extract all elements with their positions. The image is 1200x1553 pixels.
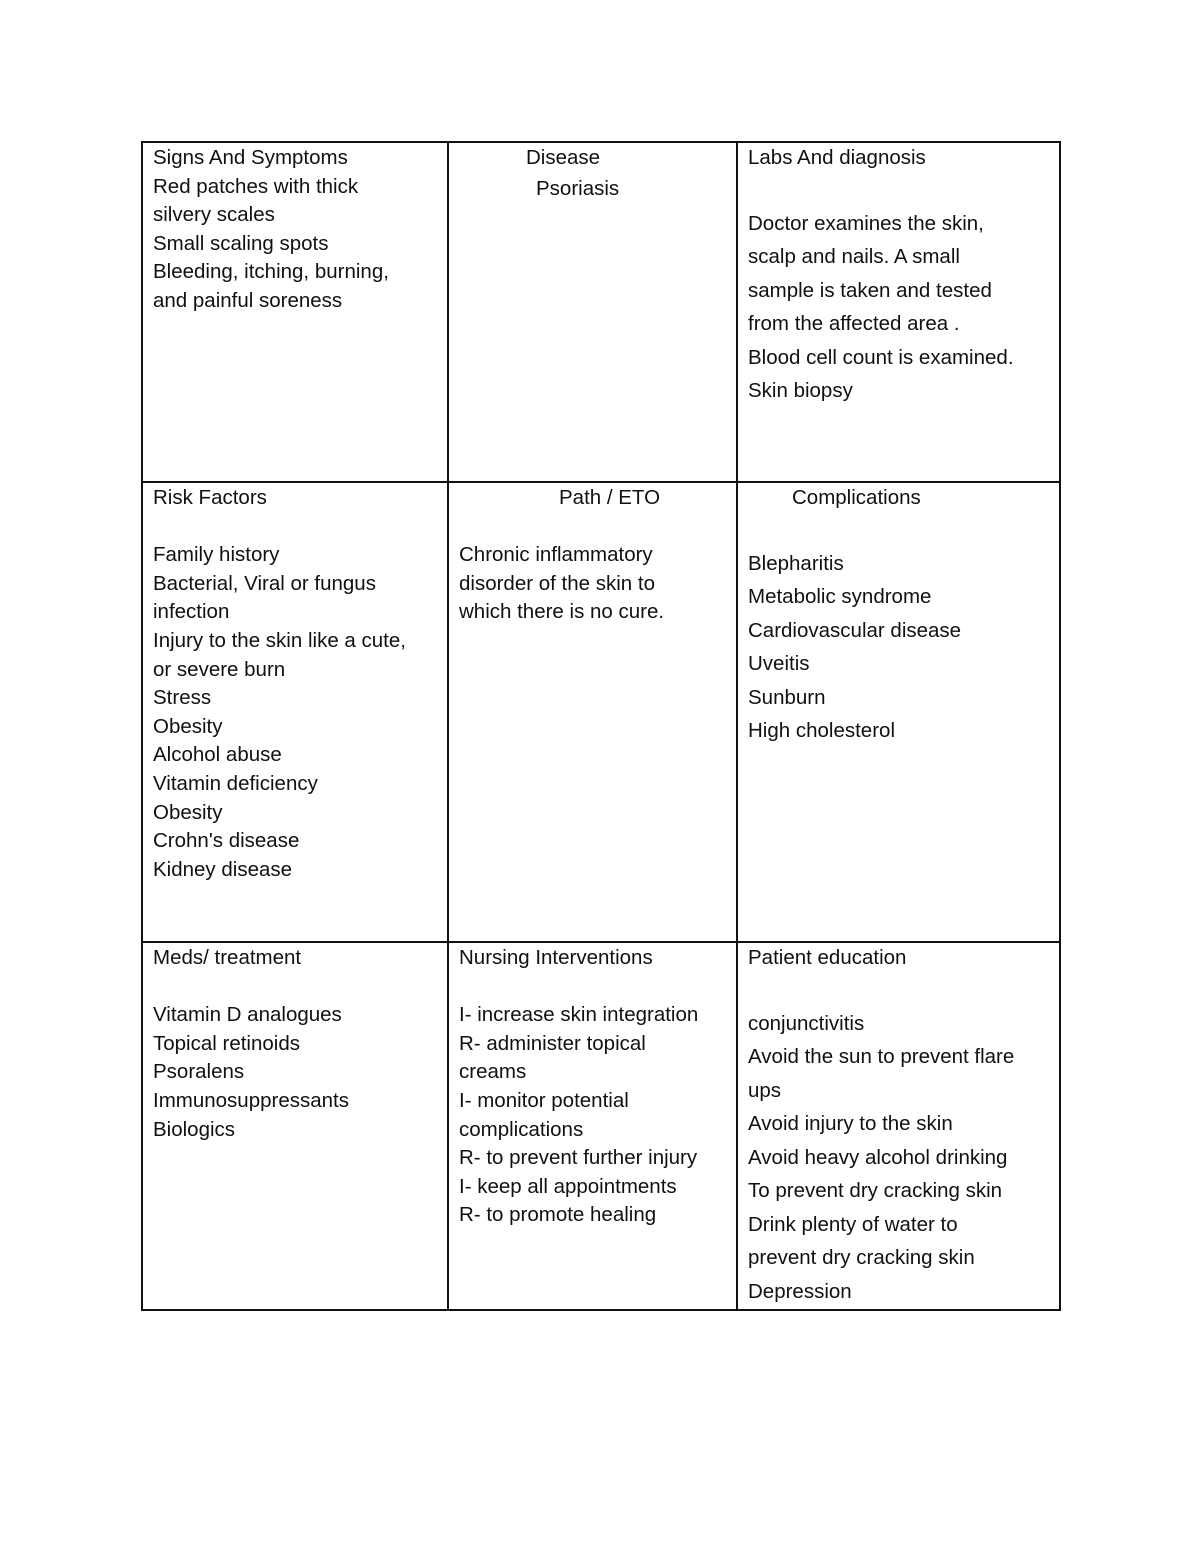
patient-education-cell — [738, 943, 1061, 1309]
path-eto-item: which there is no cure. — [459, 600, 665, 624]
meds-treatment-item: Immunosuppressants — [153, 1088, 349, 1112]
labs-diagnosis-item: sample is taken and tested — [748, 278, 992, 302]
meds-treatment-item: Psoralens — [153, 1060, 245, 1084]
complications-item: High cholesterol — [748, 719, 895, 743]
risk-factors-item: Obesity — [153, 800, 223, 824]
patient-education-item: prevent dry cracking skin — [748, 1246, 975, 1270]
risk-factors-item: Injury to the skin like a cute, — [153, 628, 406, 652]
nursing-interventions-item: R- administer topical — [459, 1031, 646, 1055]
nursing-interventions-item: I- keep all appointments — [459, 1174, 677, 1198]
nursing-interventions-cell — [449, 943, 736, 1309]
risk-factors-item: Kidney disease — [153, 857, 293, 881]
patient-education-item: Drink plenty of water to — [748, 1212, 958, 1236]
disease-cell — [449, 143, 736, 481]
nursing-interventions-item: R- to promote healing — [459, 1203, 657, 1227]
signs-symptoms-item: Bleeding, itching, burning, — [153, 260, 389, 284]
labs-diagnosis-cell — [738, 143, 1061, 481]
complications-item: Blepharitis — [748, 551, 844, 575]
patient-education-heading: Patient education — [748, 946, 907, 969]
risk-factors-item: or severe burn — [153, 657, 286, 681]
patient-education-item: Avoid injury to the skin — [748, 1112, 953, 1136]
meds-treatment-item: Topical retinoids — [153, 1031, 300, 1055]
path-eto-item: Chronic inflammatory — [459, 543, 653, 567]
disease-name: Psoriasis — [536, 176, 620, 200]
signs-symptoms-item: Small scaling spots — [153, 231, 329, 255]
labs-diagnosis-item: Blood cell count is examined. — [748, 345, 1014, 369]
patient-education-item: Avoid the sun to prevent flare — [748, 1045, 1015, 1069]
labs-diagnosis-item: scalp and nails. A small — [748, 245, 960, 269]
risk-factors-item: Obesity — [153, 714, 223, 738]
risk-factors-item: Family history — [153, 543, 280, 567]
nursing-interventions-item: I- monitor potential — [459, 1088, 629, 1112]
complications-item: Metabolic syndrome — [748, 585, 932, 609]
patient-education-item: Avoid heavy alcohol drinking — [748, 1145, 1008, 1169]
risk-factors-heading: Risk Factors — [153, 486, 267, 509]
disease-heading: Disease — [526, 146, 601, 169]
patient-education-item: conjunctivitis — [748, 1011, 865, 1035]
labs-diagnosis-item: Doctor examines the skin, — [748, 211, 984, 235]
meds-treatment-cell — [143, 943, 447, 1309]
risk-factors-item: Bacterial, Viral or fungus — [153, 571, 376, 595]
risk-factors-item: Alcohol abuse — [153, 743, 282, 767]
nursing-interventions-item: I- increase skin integration — [459, 1003, 699, 1027]
labs-diagnosis-item: from the affected area . — [748, 312, 960, 336]
meds-treatment-heading: Meds/ treatment — [153, 946, 302, 969]
signs-symptoms-cell — [143, 143, 447, 481]
patient-education-item: To prevent dry cracking skin — [748, 1179, 1003, 1203]
risk-factors-item: Crohn's disease — [153, 829, 300, 853]
complications-item: Uveitis — [748, 652, 810, 676]
risk-factors-item: Vitamin deficiency — [153, 771, 318, 795]
labs-diagnosis-heading: Labs And diagnosis — [748, 146, 926, 169]
path-eto-item: disorder of the skin to — [459, 571, 655, 595]
patient-education-item: ups — [748, 1078, 782, 1102]
meds-treatment-item: Biologics — [153, 1117, 236, 1141]
signs-symptoms-item: and painful soreness — [153, 288, 343, 312]
risk-factors-item: infection — [153, 600, 230, 624]
signs-symptoms-item: Red patches with thick — [153, 174, 359, 198]
complications-heading: Complications — [792, 486, 921, 509]
complications-item: Sunburn — [748, 685, 826, 709]
complications-cell — [738, 483, 1061, 941]
nursing-interventions-item: R- to prevent further injury — [459, 1146, 698, 1170]
patient-education-item: Depression — [748, 1279, 852, 1303]
nursing-interventions-item: creams — [459, 1060, 527, 1084]
nursing-interventions-heading: Nursing Interventions — [459, 946, 653, 969]
meds-treatment-item: Vitamin D analogues — [153, 1003, 342, 1027]
care-plan-table — [141, 141, 1061, 1311]
path-eto-cell — [449, 483, 736, 941]
risk-factors-cell — [143, 483, 447, 941]
labs-diagnosis-item: Skin biopsy — [748, 379, 853, 403]
risk-factors-item: Stress — [153, 686, 212, 710]
nursing-interventions-item: complications — [459, 1117, 584, 1141]
complications-item: Cardiovascular disease — [748, 618, 962, 642]
signs-symptoms-heading: Signs And Symptoms — [153, 146, 348, 169]
path-eto-heading: Path / ETO — [559, 486, 661, 509]
signs-symptoms-item: silvery scales — [153, 203, 275, 227]
